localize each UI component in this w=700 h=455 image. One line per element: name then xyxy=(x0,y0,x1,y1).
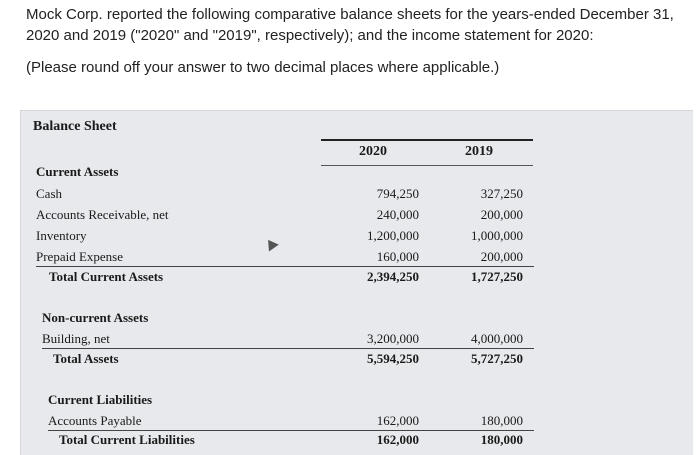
total-current-assets-2019: 1,727,250 xyxy=(471,269,523,284)
row-label-building: Building, net xyxy=(42,331,110,346)
balance-sheet-title: Balance Sheet xyxy=(33,119,117,134)
total-current-liabilities-label: Total Current Liabilities xyxy=(59,432,195,447)
total-assets-2019: 5,727,250 xyxy=(471,351,523,366)
column-2019-header: 2019 xyxy=(465,144,493,159)
cash-2019: 327,250 xyxy=(480,186,523,201)
current-assets-heading: Current Assets xyxy=(36,164,119,179)
rounding-note: (Please round off your answer to two decimal places where applicable.) xyxy=(26,59,500,76)
building-2020: 3,200,000 xyxy=(367,331,419,346)
prepaid-expense-2019: 200,000 xyxy=(480,249,523,264)
accounts-receivable-2020: 240,000 xyxy=(376,207,419,222)
row-label-cash: Cash xyxy=(36,186,62,201)
total-current-assets-2020: 2,394,250 xyxy=(367,269,419,284)
total-assets-2020: 5,594,250 xyxy=(367,351,419,366)
building-2019: 4,000,000 xyxy=(471,331,523,346)
column-header xyxy=(321,139,533,166)
noncurrent-assets-heading: Non-current Assets xyxy=(42,310,149,325)
column-2020-header: 2020 xyxy=(359,144,387,159)
prepaid-expense-2020: 160,000 xyxy=(376,249,419,264)
inventory-2019: 1,000,000 xyxy=(471,228,523,243)
row-label-accounts-receivable: Accounts Receivable, net xyxy=(36,207,169,222)
current-liabilities-heading: Current Liabilities xyxy=(48,392,153,407)
cash-2020: 794,250 xyxy=(376,186,419,201)
divider xyxy=(36,266,534,267)
divider xyxy=(42,348,534,349)
row-label-accounts-payable: Accounts Payable xyxy=(48,413,142,428)
row-label-inventory: Inventory xyxy=(36,228,87,243)
total-current-assets-label: Total Current Assets xyxy=(49,269,164,284)
accounts-payable-2019: 180,000 xyxy=(480,413,523,428)
question-text xyxy=(26,4,686,78)
divider xyxy=(48,430,534,431)
total-current-liabilities-2020: 162,000 xyxy=(376,432,419,447)
balance-sheet-image xyxy=(20,110,693,455)
total-assets-label: Total Assets xyxy=(53,351,119,366)
mouse-cursor-icon xyxy=(263,236,279,251)
accounts-payable-2020: 162,000 xyxy=(376,413,419,428)
accounts-receivable-2019: 200,000 xyxy=(480,207,523,222)
total-current-liabilities-2019: 180,000 xyxy=(480,432,523,447)
question-line-1: Mock Corp. reported the following comparative balance sheets for the years-ended December 31, xyxy=(26,6,674,23)
row-label-prepaid-expense: Prepaid Expense xyxy=(36,249,124,264)
inventory-2020: 1,200,000 xyxy=(367,228,419,243)
question-line-2: 2020 and 2019 ("2020" and "2019", respectively); and the income statement for 2020: xyxy=(26,27,594,44)
